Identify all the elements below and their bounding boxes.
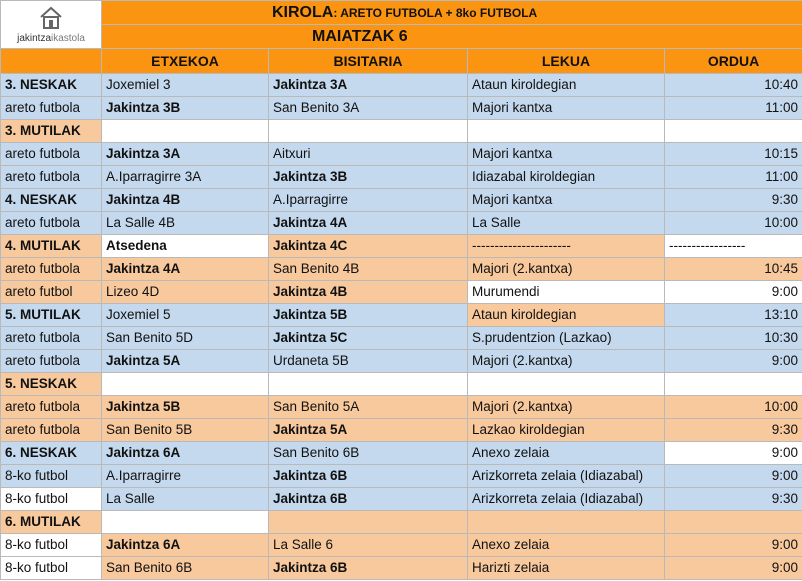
table-row [1,304,802,327]
visitor-team-cell: Jakintza 3A [269,74,468,97]
home-team-cell [102,120,269,143]
category-cell: areto futbola [1,419,102,442]
category-cell: areto futbol [1,281,102,304]
category-cell: areto futbola [1,350,102,373]
table-row [1,258,802,281]
location-cell: Majori (2.kantxa) [468,258,665,281]
location-cell: Lazkao kiroldegian [468,419,665,442]
visitor-team-cell: A.Iparragirre [269,189,468,212]
visitor-team-cell: Jakintza 4A [269,212,468,235]
col-header-visitor: BISITARIA [269,49,468,74]
visitor-team-cell: Jakintza 6B [269,465,468,488]
table-row [1,143,802,166]
category-cell: 6. MUTILAK [1,511,102,534]
time-cell: 9:00 [665,442,802,465]
table-row [1,120,802,143]
time-cell: 11:00 [665,97,802,120]
category-cell: areto futbola [1,166,102,189]
visitor-team-cell: San Benito 4B [269,258,468,281]
table-row [1,511,802,534]
visitor-team-cell: Jakintza 4B [269,281,468,304]
visitor-team-cell: Jakintza 6B [269,488,468,511]
category-cell: 6. NESKAK [1,442,102,465]
table-row [1,442,802,465]
visitor-team-cell: San Benito 6B [269,442,468,465]
home-team-cell: San Benito 5D [102,327,269,350]
table-row [1,465,802,488]
time-cell [665,511,802,534]
home-team-cell: San Benito 5B [102,419,269,442]
table-row [1,212,802,235]
category-cell: areto futbola [1,143,102,166]
home-team-cell: A.Iparragirre [102,465,269,488]
home-team-cell: Atsedena [102,235,269,258]
time-cell: 13:10 [665,304,802,327]
time-cell: 9:00 [665,534,802,557]
visitor-team-cell: Urdaneta 5B [269,350,468,373]
location-cell: Majori kantxa [468,143,665,166]
category-cell: 3. MUTILAK [1,120,102,143]
table-row [1,373,802,396]
visitor-team-cell: La Salle 6 [269,534,468,557]
location-cell: ---------------------- [468,235,665,258]
time-cell: 10:15 [665,143,802,166]
home-team-cell: Lizeo 4D [102,281,269,304]
table-row [1,74,802,97]
category-cell: 5. NESKAK [1,373,102,396]
visitor-team-cell: Jakintza 5B [269,304,468,327]
table-row [1,350,802,373]
home-team-cell: Joxemiel 5 [102,304,269,327]
category-cell: 8-ko futbol [1,465,102,488]
home-team-cell: Jakintza 4B [102,189,269,212]
location-cell: Murumendi [468,281,665,304]
home-team-cell: Jakintza 6A [102,442,269,465]
visitor-team-cell [269,511,468,534]
table-row [1,189,802,212]
house-logo-icon [38,5,64,31]
category-cell: areto futbola [1,396,102,419]
time-cell: 9:00 [665,465,802,488]
time-cell: 9:30 [665,189,802,212]
home-team-cell [102,511,269,534]
table-row [1,396,802,419]
category-cell: areto futbola [1,212,102,235]
time-cell: 10:00 [665,212,802,235]
visitor-team-cell: Jakintza 6B [269,557,468,580]
time-cell: 9:30 [665,488,802,511]
location-cell: Idiazabal kiroldegian [468,166,665,189]
table-row [1,419,802,442]
location-cell: Ataun kiroldegian [468,304,665,327]
category-cell: 4. NESKAK [1,189,102,212]
home-team-cell: La Salle 4B [102,212,269,235]
schedule-rows [1,74,802,580]
category-cell: 5. MUTILAK [1,304,102,327]
time-cell: 10:00 [665,396,802,419]
home-team-cell: Jakintza 5A [102,350,269,373]
time-cell: 9:00 [665,557,802,580]
home-team-cell: Jakintza 6A [102,534,269,557]
logo-cell [1,1,102,49]
time-cell: 10:40 [665,74,802,97]
location-cell: Majori (2.kantxa) [468,350,665,373]
time-cell: 10:30 [665,327,802,350]
time-cell [665,120,802,143]
time-cell: 9:00 [665,281,802,304]
location-cell: Ataun kiroldegian [468,74,665,97]
col-header-time: ORDUA [665,49,802,74]
home-team-cell: Jakintza 4A [102,258,269,281]
home-team-cell: Jakintza 5B [102,396,269,419]
location-cell [468,511,665,534]
table-row [1,281,802,304]
category-cell: 8-ko futbol [1,557,102,580]
category-cell: areto futbola [1,258,102,281]
category-cell: 4. MUTILAK [1,235,102,258]
sport-title: KIROLA: ARETO FUTBOLA + 8ko FUTBOLA [102,1,802,25]
category-cell: 8-ko futbol [1,534,102,557]
visitor-team-cell [269,373,468,396]
category-cell: 8-ko futbol [1,488,102,511]
col-header-home: ETXEKOA [102,49,269,74]
time-cell: ----------------- [665,235,802,258]
table-row [1,327,802,350]
table-row [1,97,802,120]
location-cell: Majori (2.kantxa) [468,396,665,419]
location-cell [468,373,665,396]
table-row [1,166,802,189]
col-header-location: LEKUA [468,49,665,74]
location-cell: Harizti zelaia [468,557,665,580]
home-team-cell [102,373,269,396]
school-logo [1,3,101,47]
location-cell: Arizkorreta zelaia (Idiazabal) [468,465,665,488]
visitor-team-cell: Jakintza 3B [269,166,468,189]
category-cell: areto futbola [1,327,102,350]
corner-header [1,49,102,74]
table-row [1,557,802,580]
visitor-team-cell [269,120,468,143]
time-cell: 10:45 [665,258,802,281]
location-cell: Arizkorreta zelaia (Idiazabal) [468,488,665,511]
time-cell: 9:30 [665,419,802,442]
visitor-team-cell: Jakintza 4C [269,235,468,258]
location-cell [468,120,665,143]
logo-text: jakintzaikastola [17,32,85,44]
home-team-cell: Joxemiel 3 [102,74,269,97]
date-title: MAIATZAK 6 [102,25,802,49]
visitor-team-cell: Jakintza 5C [269,327,468,350]
location-cell: La Salle [468,212,665,235]
time-cell: 9:00 [665,350,802,373]
location-cell: Anexo zelaia [468,442,665,465]
time-cell: 11:00 [665,166,802,189]
home-team-cell: A.Iparragirre 3A [102,166,269,189]
visitor-team-cell: Jakintza 5A [269,419,468,442]
home-team-cell: Jakintza 3A [102,143,269,166]
home-team-cell: Jakintza 3B [102,97,269,120]
home-team-cell: La Salle [102,488,269,511]
table-row [1,534,802,557]
location-cell: S.prudentzion (Lazkao) [468,327,665,350]
visitor-team-cell: San Benito 3A [269,97,468,120]
category-cell: areto futbola [1,97,102,120]
visitor-team-cell: San Benito 5A [269,396,468,419]
location-cell: Majori kantxa [468,189,665,212]
home-team-cell: San Benito 6B [102,557,269,580]
table-row [1,488,802,511]
visitor-team-cell: Aitxuri [269,143,468,166]
location-cell: Majori kantxa [468,97,665,120]
table-row [1,235,802,258]
location-cell: Anexo zelaia [468,534,665,557]
time-cell [665,373,802,396]
category-cell: 3. NESKAK [1,74,102,97]
